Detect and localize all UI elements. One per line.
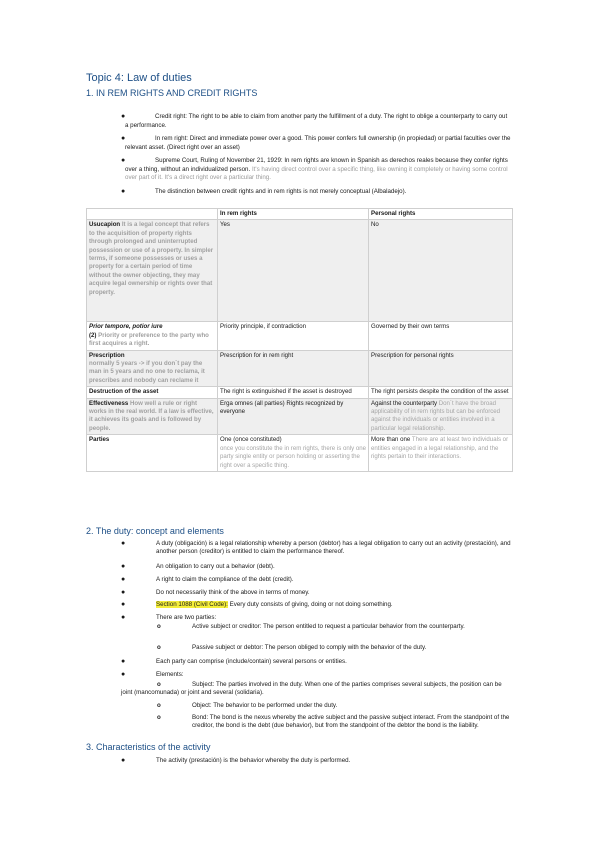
bullet-icon: ●	[121, 188, 126, 195]
list-item: ● A right to claim the compliance of the debt (credit).	[121, 576, 294, 583]
section-heading-2: 2. The duty: concept and elements	[86, 526, 224, 536]
table-header-row: In rem rights Personal rights	[87, 209, 513, 220]
sub-bullet-icon: o	[157, 681, 161, 688]
sub-list-item: o Bond: The bond is the nexus whereby the active subject and the passive subject interact. From the standpoint of the creditor, the bond is the debt (due behavior), but from the standpoint of the debtor the bond is the liability.	[157, 714, 510, 730]
bullet-icon: ●	[121, 540, 126, 547]
sub-bullet-icon: o	[157, 623, 161, 630]
page-title: Topic 4: Law of duties	[86, 72, 192, 84]
sub-bullet-icon: o	[157, 702, 161, 709]
bullet-icon: ●	[121, 658, 126, 665]
list-item: ● In rem right: Direct and immediate power over a good. This power confers full ownership (in propiedad) or partial faculties over the relevant asset. (Direct right over an asset)	[121, 135, 511, 151]
list-item: ● Supreme Court, Ruling of November 21, 1929: In rem rights are known in Spanish as derechos reales because they confer rights over a thing, without an individualized person. It's having direct control over a specific thing, like owning it completely or having some control over part of it. It's a direct right over a particular thing.	[121, 157, 508, 182]
bullet-icon: ●	[121, 113, 126, 120]
list-item: ● Credit right: The right to be able to claim from another party the fulfillment of a duty. The right to oblige a counterparty to carry out a performance.	[121, 113, 508, 129]
sub-list-item: o Active subject or creditor: The person entitled to request a particular behavior from the counterparty.	[157, 623, 465, 630]
bullet-icon: ●	[121, 576, 126, 583]
list-item: ● Elements:	[121, 671, 184, 678]
section-heading-1: 1. IN REM RIGHTS AND CREDIT RIGHTS	[86, 88, 258, 98]
table-row: Prior tempore, potior iure (2) Priority or preference to the party who first acquires a right. Priority principle, if contradiction Governed by their own terms	[87, 322, 513, 350]
sub-bullet-icon: o	[157, 714, 161, 721]
list-item: ● The distinction between credit rights and in rem rights is not merely conceptual (Albaladejo).	[121, 188, 407, 195]
bullet-icon: ●	[121, 614, 126, 621]
bullet-icon: ●	[121, 757, 126, 764]
list-item: ● Each party can comprise (include/contain) several persons or entities.	[121, 658, 347, 665]
highlighted-citation: Section 1088 (Civil Code):	[156, 601, 228, 608]
list-item: ● A duty (obligación) is a legal relationship whereby a person (debtor) has a legal obligation to carry out an activity (prestación), and another person (creditor) is entitled to claim the performance thereof.	[121, 540, 511, 556]
table-row: Usucapion It is a legal concept that refers to the acquisition of property rights through prolonged and uninterrupted possession or use of a property. In simpler terms, if someone possesses or uses a property for a certain period of time without the owner objecting, they may acquire legal ownership or rights over that property. Yes No	[87, 220, 513, 322]
table-row: Effectiveness How well a rule or right works in the real world. If a law is effective, it achieves its goals and is followed by people. Erga omnes (all parties) Rights recognized by everyone Against the counterparty Don´t have the broad applicability of in rem rights but can be enforced against the individuals or entities involved in a particular legal relationship.	[87, 398, 513, 435]
table-row: Destruction of the asset The right is extinguished if the asset is destroyed The right persists despite the condition of the asset	[87, 387, 513, 398]
list-item: ● Section 1088 (Civil Code): Every duty consists of giving, doing or not doing something.	[121, 601, 393, 608]
bullet-icon: ●	[121, 589, 126, 596]
list-item: ● Do not necessarily think of the above in terms of money.	[121, 589, 310, 596]
sub-list-item: o Object: The behavior to be performed under the duty.	[157, 702, 338, 709]
sub-list-item: o Subject: The parties involved in the duty. When one of the parties comprises several subjects, the position can be joint (mancomunada) or joint and several (solidaria).	[121, 681, 502, 697]
section-heading-3: 3. Characteristics of the activity	[86, 742, 211, 752]
sub-bullet-icon: o	[157, 644, 161, 651]
bullet-icon: ●	[121, 157, 126, 164]
bullet-icon: ●	[121, 671, 126, 678]
sub-list-item: o Passive subject or debtor: The person obliged to comply with the behavior of the duty.	[157, 644, 427, 651]
bullet-icon: ●	[121, 135, 126, 142]
table-row: Parties One (once constituted) once you constitute the in rem rights, there is only one party single entity or person holding or asserting the right over a specific thing. More than one There are at least two individuals or entities engaged in a legal relationship, and the rights pertain to their interactions.	[87, 435, 513, 472]
comparison-table	[86, 208, 513, 472]
bullet-icon: ●	[121, 601, 126, 608]
table-row: Prescription normally 5 years -> if you don´t pay the man in 5 years and no one to reclama, it prescribes and nobody can reclame it Prescription for in rem right Prescription for personal rights	[87, 350, 513, 387]
list-item: ● There are two parties:	[121, 614, 217, 621]
bullet-icon: ●	[121, 563, 126, 570]
list-item: ● The activity (prestación) is the behavior whereby the duty is performed.	[121, 757, 351, 764]
list-item: ● An obligation to carry out a behavior (debt).	[121, 563, 275, 570]
